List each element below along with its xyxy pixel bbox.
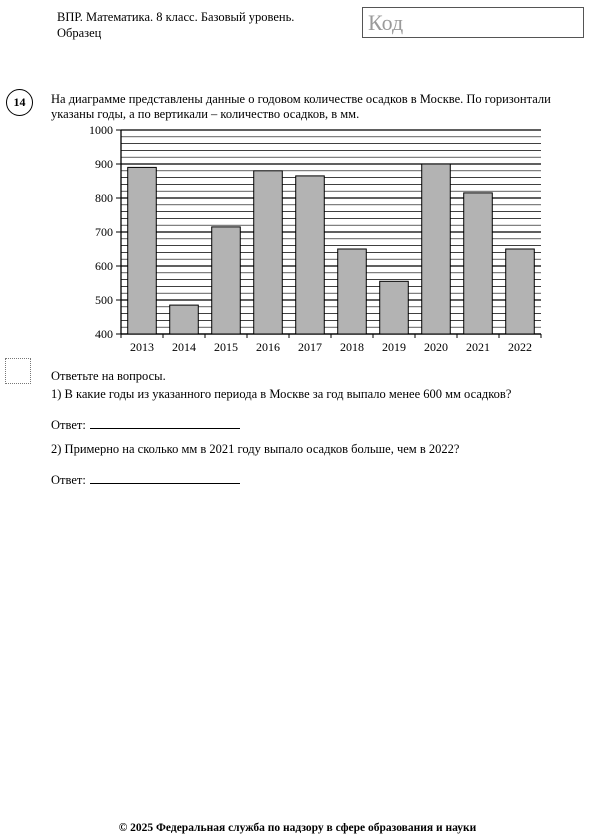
task-number: 14 [6, 89, 33, 116]
bar-2017 [296, 176, 325, 334]
y-tick-label: 700 [95, 225, 113, 239]
bar-2021 [464, 193, 493, 334]
bar-2018 [338, 249, 367, 334]
footer: © 2025 Федеральная служба по надзору в сфере образования и науки [118, 822, 477, 834]
x-tick-label: 2015 [214, 340, 238, 354]
code-field[interactable]: Код [362, 7, 584, 38]
x-tick-label: 2020 [424, 340, 448, 354]
answer-label-1: Ответ: [51, 418, 86, 432]
bar-2016 [254, 171, 283, 334]
y-tick-label: 400 [95, 327, 113, 341]
x-tick-label: 2018 [340, 340, 364, 354]
task-text: На диаграмме представлены данные о годовом количестве осадков в Москве. По горизонтали указаны годы, а по вертикали – количество осадков, в мм. [51, 92, 551, 121]
answer-input-1[interactable] [90, 417, 240, 429]
header-line-1: ВПР. Математика. 8 класс. Базовый уровень. [57, 10, 295, 24]
bar-2015 [212, 227, 241, 334]
answer-label-2: Ответ: [51, 473, 86, 487]
bar-2014 [170, 305, 199, 334]
x-tick-label: 2019 [382, 340, 406, 354]
y-tick-label: 600 [95, 259, 113, 273]
x-tick-label: 2022 [508, 340, 532, 354]
answer-line-2 [51, 472, 240, 488]
x-tick-label: 2013 [130, 340, 154, 354]
y-tick-label: 500 [95, 293, 113, 307]
bar-2019 [380, 281, 409, 334]
y-tick-label: 800 [95, 191, 113, 205]
bar-2022 [506, 249, 535, 334]
x-tick-label: 2014 [172, 340, 196, 354]
header-line-2: Образец [57, 26, 102, 40]
questions-intro: Ответьте на вопросы. [51, 369, 166, 383]
x-tick-label: 2016 [256, 340, 280, 354]
x-tick-label: 2021 [466, 340, 490, 354]
precipitation-bar-chart [51, 120, 551, 360]
header [57, 9, 294, 41]
score-box [5, 358, 31, 384]
answer-input-2[interactable] [90, 472, 240, 484]
y-tick-label: 1000 [89, 123, 113, 137]
question-1: 1) В какие годы из указанного периода в Москве за год выпало менее 600 мм осадков? [51, 387, 512, 401]
bar-2020 [422, 164, 451, 334]
bar-2013 [128, 167, 157, 334]
answer-line-1 [51, 417, 240, 433]
question-2: 2) Примерно на сколько мм в 2021 году выпало осадков больше, чем в 2022? [51, 442, 460, 456]
x-tick-label: 2017 [298, 340, 322, 354]
y-tick-label: 900 [95, 157, 113, 171]
